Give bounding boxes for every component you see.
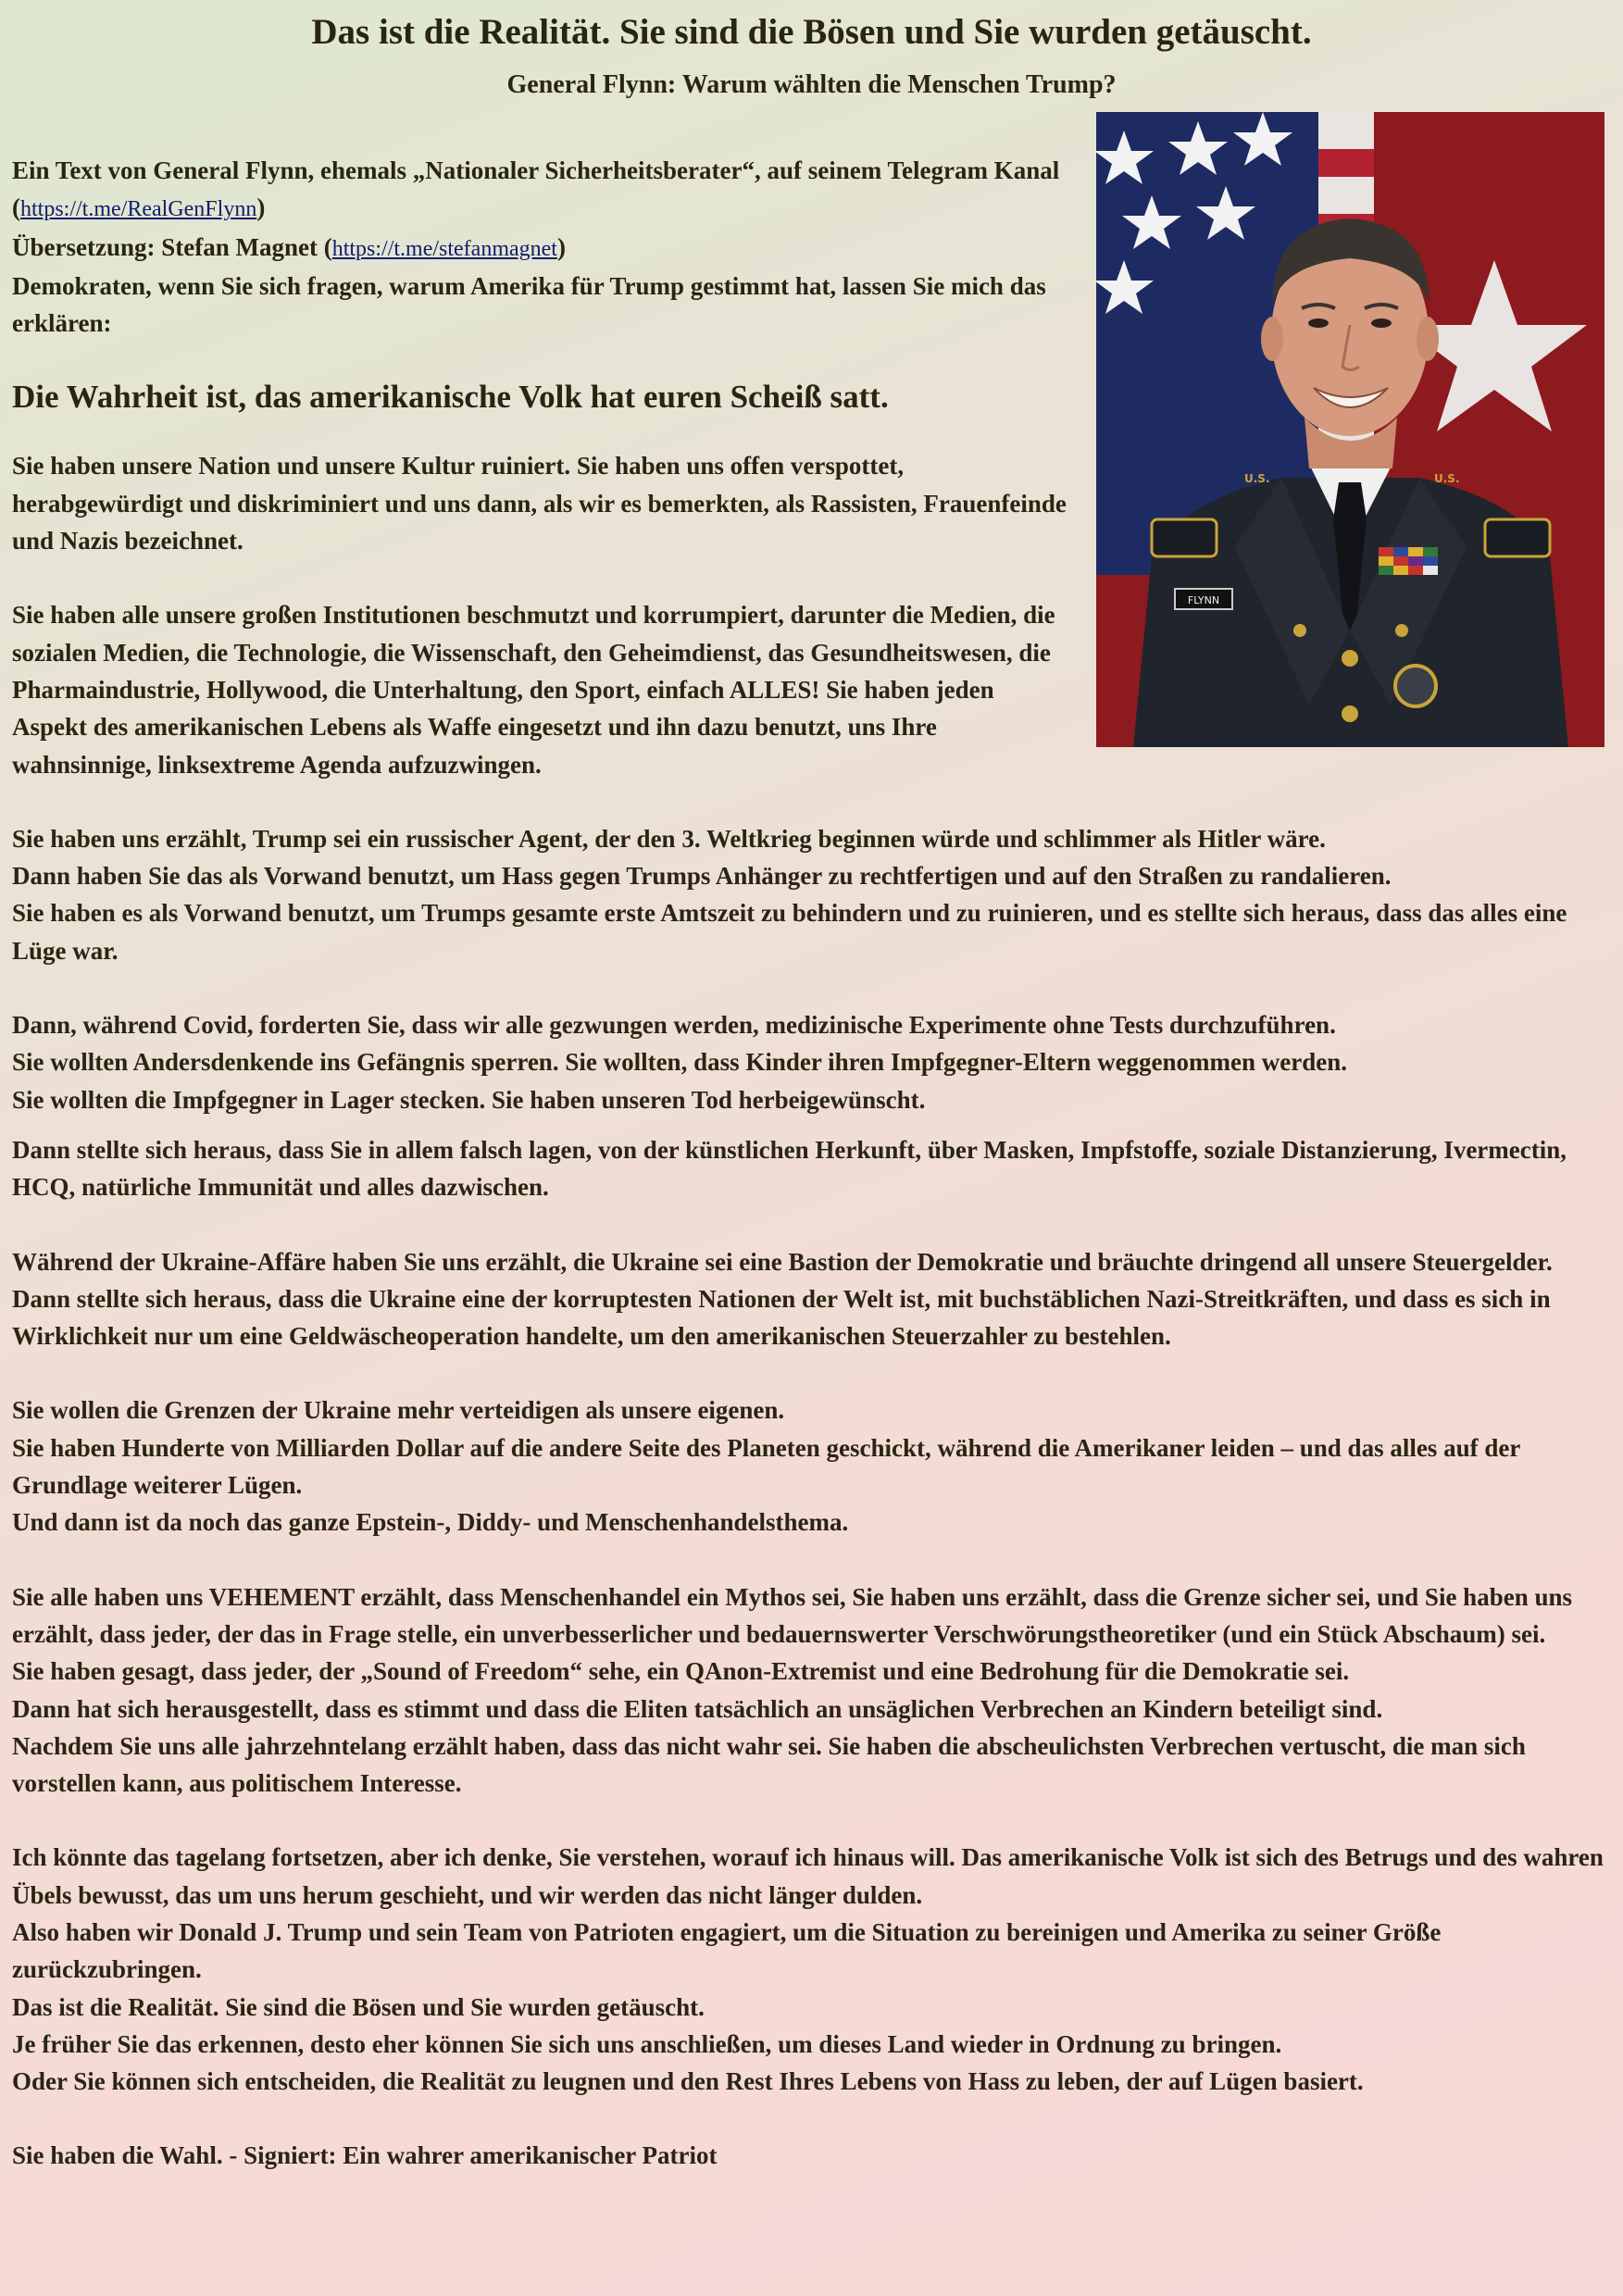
paragraph-3c: Sie haben es als Vorwand benutzt, um Trumps gesamte erste Amtszeit zu behindern und zu ruinieren, und es stellte sich heraus, dass das alles eine Lüge war. — [12, 899, 1567, 965]
paragraph-8a: Sie alle haben uns VEHEMENT erzählt, dass Menschenhandel ein Mythos sei, Sie haben uns erzählt, dass die Grenze sicher sei, und Sie haben uns erzählt, dass jeder, der das in Frage stelle, ein unverbesserlicher und bedauernswerter Verschwörungstheoretiker (und ein Stück Abschaum) sei. — [12, 1582, 1572, 1648]
translation-link[interactable]: https://t.me/stefanmagnet — [331, 236, 557, 261]
paragraph-9c: Das ist die Realität. Sie sind die Bösen und Sie wurden getäuscht. — [12, 1992, 705, 2021]
paragraph-6: Während der Ukraine-Affäre haben Sie uns erzählt, die Ukraine sei eine Bastion der Demokratie und bräuchte dringend all unsere Steuergelder. Dann stellte sich heraus, dass die Ukraine eine der korruptesten Nationen der Welt ist, mit buchstäblichen Nazi-Streitkräften, und dass es sich in Wirklichkeit nur um eine Geldwäscheoperation handelte, um den amerikanischen Steuerzahler zu bestehlen. — [12, 1247, 1553, 1351]
paragraph-8d: Nachdem Sie uns alle jahrzehntelang erzählt haben, dass das nicht wahr sei. Sie haben die abscheulichsten Verbrechen vertuscht, die man sich vorstellen kann, aus politischem Interesse. — [12, 1731, 1526, 1798]
paragraph-9b: Also haben wir Donald J. Trump und sein Team von Patrioten engagiert, um die Situation zu bereinigen und Amerika zu seiner Größe zurückzubringen. — [12, 1917, 1442, 1984]
collar-insignia-left: U.S. — [1244, 472, 1270, 485]
paragraph-9d: Je früher Sie das erkennen, desto eher können Sie sich uns anschließen, um dieses Land wieder in Ordnung zu bringen. — [12, 2029, 1282, 2058]
paragraph-4a: Dann, während Covid, forderten Sie, dass wir alle gezwungen werden, medizinische Experimente ohne Tests durchzuführen. — [12, 1011, 1336, 1040]
source-link[interactable]: https://t.me/RealGenFlynn — [20, 197, 257, 222]
paragraph-8b: Sie haben gesagt, dass jeder, der „Sound of Freedom“ sehe, ein QAnon-Extremist und eine Bedrohung für die Demokratie sei. — [12, 1657, 1350, 1686]
paragraph-7c: Und dann ist da noch das ganze Epstein-, Diddy- und Menschenhandelsthema. — [12, 1508, 849, 1537]
paragraph-9e: Oder Sie können sich entscheiden, die Realität zu leugnen und den Rest Ihres Lebens von Hass zu leben, der auf Lügen basiert. — [12, 2067, 1364, 2096]
lead-paragraph: Demokraten, wenn Sie sich fragen, warum Amerika für Trump gestimmt hat, lassen Sie mich das erklären: — [12, 271, 1046, 338]
paragraph-7a: Sie wollen die Grenzen der Ukraine mehr verteidigen als unsere eigenen. — [12, 1396, 785, 1425]
paragraph-8c: Dann hat sich herausgestellt, dass es stimmt und dass die Eliten tatsächlich an unsäglichen Verbrechen an Kindern beteiligt sind. — [12, 1694, 1383, 1723]
name-tag: FLYNN — [1187, 594, 1220, 606]
translation-suffix: ) — [556, 232, 566, 261]
section-heading: Die Wahrheit ist, das amerikanische Volk hat euren Scheiß satt. — [12, 379, 889, 416]
source-prefix: Ein Text von General Flynn, ehemals „Nationaler Sicherheitsberater“, auf seinem Telegram Kanal ( — [12, 156, 1060, 222]
paragraph-2: Sie haben alle unsere großen Institutionen beschmutzt und korrumpiert, darunter die Medien, die sozialen Medien, die Technologie, die Wissenschaft, den Geheimdienst, das Gesundheitswesen, die Pharmaindustrie, Hollywood, die Unterhaltung, den Sport, einfach ALLES! Sie haben jeden Aspekt des amerikanischen Lebens als Waffe eingesetzt und ihn dazu benutzt, uns Ihre wahnsinnige, linksextreme Agenda aufzuzwingen. — [12, 601, 1055, 779]
source-suffix: ) — [256, 193, 266, 222]
signature: Sie haben die Wahl. - Signiert: Ein wahrer amerikanischer Patriot — [12, 2141, 718, 2170]
page-title: Das ist die Realität. Sie sind die Bösen und Sie wurden getäuscht. — [311, 12, 1312, 52]
page-subtitle: General Flynn: Warum wählten die Menschen Trump? — [506, 70, 1117, 99]
paragraph-3b: Dann haben Sie das als Vorwand benutzt, um Hass gegen Trumps Anhänger zu rechtfertigen und auf den Straßen zu randalieren. — [12, 862, 1392, 891]
collar-insignia-right: U.S. — [1434, 472, 1460, 485]
translation-line — [12, 229, 1614, 268]
paragraph-1: Sie haben unsere Nation und unsere Kultur ruiniert. Sie haben uns offen verspottet, herabgewürdigt und diskriminiert und uns dann, als wir es bemerkten, als Rassisten, Frauenfeinde und Nazis bezeichnet. — [12, 452, 1067, 555]
paragraph-4c: Sie wollten die Impfgegner in Lager stecken. Sie haben unseren Tod herbeigewünscht. — [12, 1085, 926, 1114]
article-body — [12, 152, 1614, 2175]
paragraph-9a: Ich könnte das tagelang fortsetzen, aber ich denke, Sie verstehen, worauf ich hinaus will. Das amerikanische Volk ist sich des Betrugs und des wahren Übels bewusst, das um uns herum geschieht, und wir werden das nicht länger dulden. — [12, 1843, 1604, 1909]
paragraph-7b: Sie haben Hunderte von Milliarden Dollar auf die andere Seite des Planeten geschickt, während die Amerikaner leiden – und das alles auf der Grundlage weiterer Lügen. — [12, 1433, 1520, 1500]
paragraph-3a: Sie haben uns erzählt, Trump sei ein russischer Agent, der den 3. Weltkrieg beginnen würde und schlimmer als Hitler wäre. — [12, 824, 1326, 853]
paragraph-5: Dann stellte sich heraus, dass Sie in allem falsch lagen, von der künstlichen Herkunft, über Masken, Impfstoffe, soziale Distanzierung, Ivermectin, HCQ, natürliche Immunität und alles dazwischen. — [12, 1135, 1567, 1202]
paragraph-4b: Sie wollten Andersdenkende ins Gefängnis sperren. Sie wollten, dass Kinder ihren Impfgegner-Eltern weggenommen werden. — [12, 1048, 1348, 1077]
source-line — [12, 152, 1067, 229]
translation-prefix: Übersetzung: Stefan Magnet ( — [12, 232, 332, 261]
